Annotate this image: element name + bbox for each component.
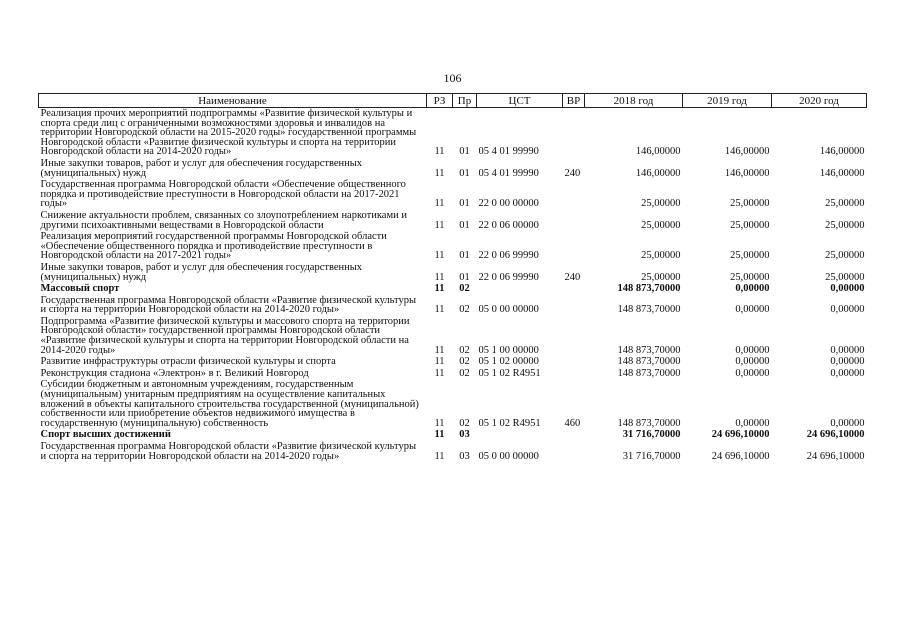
row-2018-amount: 31 716,70000 (622, 429, 681, 441)
row-rz: 11 (434, 250, 445, 262)
table-row (39, 356, 867, 368)
row-vr (563, 429, 585, 441)
row-2020-amount: 0,00000 (830, 417, 865, 429)
row-2019-amount: 25,00000 (730, 271, 770, 283)
row-rz: 11 (434, 417, 445, 429)
row-cst: 05 0 00 00000 (478, 304, 539, 316)
row-vr: 240 (564, 167, 581, 179)
row-2018-amount: 146,00000 (635, 167, 681, 179)
row-pr: 02 (459, 356, 470, 368)
row-pr: 02 (459, 367, 470, 379)
row-cst: 22 0 06 99990 (478, 250, 539, 262)
row-2018-amount: 25,00000 (641, 198, 681, 210)
row-pr: 03 (459, 429, 470, 441)
row-2018-amount: 148 873,70000 (617, 344, 681, 356)
table-row (39, 231, 867, 262)
row-name: Массовый спорт (40, 283, 120, 295)
row-vr: 460 (564, 417, 581, 429)
row-rz: 11 (434, 450, 445, 462)
row-2020-amount: 146,00000 (819, 167, 865, 179)
row-2018-amount: 148 873,70000 (617, 283, 681, 295)
table-row (39, 179, 867, 210)
row-vr (563, 283, 585, 295)
table-row (39, 316, 867, 356)
row-2019-amount: 0,00000 (735, 356, 770, 368)
table-header-row (39, 94, 867, 108)
row-cst: 05 1 02 00000 (478, 356, 539, 368)
row-2019-amount: 0,00000 (735, 417, 770, 429)
row-2018-amount: 148 873,70000 (617, 367, 681, 379)
row-cst: 05 0 00 00000 (478, 450, 539, 462)
header-2019: 2019 год (683, 94, 772, 108)
row-pr: 01 (459, 167, 470, 179)
row-cst: 05 4 01 99990 (478, 167, 539, 179)
row-pr: 02 (459, 304, 470, 316)
row-name: Реконструкция стадиона «Электрон» в г. Великий Новгород (40, 367, 309, 379)
row-2020-amount: 0,00000 (830, 304, 865, 316)
row-2019-amount: 146,00000 (724, 146, 770, 158)
row-vr (563, 179, 585, 210)
row-pr: 01 (459, 198, 470, 210)
row-rz: 11 (434, 344, 445, 356)
row-vr (563, 441, 585, 462)
row-vr (563, 368, 585, 380)
row-rz: 11 (434, 367, 445, 379)
row-cst: 05 4 01 99990 (478, 146, 539, 158)
row-2018-amount: 148 873,70000 (617, 304, 681, 316)
row-2019-amount: 25,00000 (730, 250, 770, 262)
table-row (39, 210, 867, 231)
row-2019-amount: 146,00000 (724, 167, 770, 179)
row-2019-amount: 0,00000 (735, 304, 770, 316)
header-name: Наименование (39, 94, 427, 108)
row-2020-amount: 146,00000 (819, 146, 865, 158)
row-name: Государственная программа Новгородской области «Развитие физической культуры и спорта на территории Новгородской области на 2014-2020 годы» (40, 294, 417, 316)
row-cst: 22 0 00 00000 (478, 198, 539, 210)
row-2020-amount: 24 696,10000 (806, 429, 865, 441)
table-row (39, 262, 867, 283)
header-2018: 2018 год (585, 94, 683, 108)
header-rz: РЗ (427, 94, 453, 108)
table-row (39, 429, 867, 441)
row-vr (563, 231, 585, 262)
row-vr (563, 210, 585, 231)
row-vr (563, 295, 585, 316)
row-2020-amount: 25,00000 (825, 250, 865, 262)
row-2020-amount: 24 696,10000 (806, 450, 865, 462)
table-body (39, 108, 867, 463)
row-name: Субсидии бюджетным и автономным учреждениям, государственным (муниципальным) унитарным предприятиям на осуществление капитальных вложений в объекты капитального строительства государственной (муниципальной) собственности или приобретение объектов недвижимого имущества в государственную (муниципальную) собственность (40, 379, 419, 429)
row-name: Развитие инфраструктуры отрасли физической культуры и спорта (40, 356, 336, 368)
row-2020-amount: 0,00000 (830, 344, 865, 356)
row-2018-amount: 25,00000 (641, 271, 681, 283)
row-rz: 11 (434, 271, 445, 283)
budget-table (38, 93, 867, 462)
row-vr (563, 356, 585, 368)
row-vr: 240 (564, 271, 581, 283)
row-2018-amount: 146,00000 (635, 146, 681, 158)
table-row (39, 379, 867, 429)
row-name: Иные закупки товаров, работ и услуг для обеспечения государственных (муниципальных) нужд (40, 261, 363, 283)
row-2019-amount: 25,00000 (730, 219, 770, 231)
row-2019-amount: 0,00000 (735, 283, 770, 295)
row-name: Снижение актуальности проблем, связанных со злоупотреблением наркотиками и другими психоактивными веществами в Новгородской области (40, 209, 407, 231)
row-rz: 11 (434, 283, 445, 295)
row-rz: 11 (434, 356, 445, 368)
row-pr: 01 (459, 219, 470, 231)
row-vr (563, 316, 585, 356)
row-name: Подпрограмма «Развитие физической культуры и массового спорта на территории Новгородской области» государственной программы Новгородской области «Развитие физической культуры и спорта на территории Новгородской области на 2014-2020 годы» (40, 315, 410, 356)
header-2020: 2020 год (772, 94, 867, 108)
header-pr: Пр (453, 94, 477, 108)
row-2019-amount: 25,00000 (730, 198, 770, 210)
row-2019-amount: 0,00000 (735, 367, 770, 379)
row-rz: 11 (434, 219, 445, 231)
row-pr: 03 (459, 450, 470, 462)
row-2019-amount: 24 696,10000 (711, 429, 770, 441)
row-rz: 11 (434, 146, 445, 158)
row-2018-amount: 31 716,70000 (622, 450, 681, 462)
row-rz: 11 (434, 429, 445, 441)
row-vr (563, 108, 585, 158)
row-pr: 01 (459, 146, 470, 158)
row-name: Реализация мероприятий государственной программы Новгородской области «Обеспечение общественного порядка и противодействие преступности в Новгородской области на 2017-2021 годы» (40, 231, 387, 262)
row-2020-amount: 0,00000 (830, 283, 865, 295)
row-2020-amount: 0,00000 (830, 356, 865, 368)
header-vr: ВР (563, 94, 585, 108)
table-row (39, 108, 867, 158)
row-pr: 01 (459, 271, 470, 283)
row-2018-amount: 25,00000 (641, 219, 681, 231)
table-row (39, 283, 867, 295)
table-row (39, 295, 867, 316)
row-pr: 02 (459, 344, 470, 356)
row-2020-amount: 25,00000 (825, 219, 865, 231)
row-cst: 05 1 00 00000 (478, 344, 539, 356)
row-name: Иные закупки товаров, работ и услуг для обеспечения государственных (муниципальных) нужд (40, 157, 363, 179)
row-2018-amount: 148 873,70000 (617, 417, 681, 429)
table-row (39, 368, 867, 380)
row-name: Государственная программа Новгородской области «Развитие физической культуры и спорта на территории Новгородской области на 2014-2020 годы» (40, 441, 417, 462)
row-cst: 22 0 06 00000 (478, 219, 539, 231)
row-cst: 05 1 02 R4951 (478, 367, 541, 379)
row-pr: 02 (459, 417, 470, 429)
row-rz: 11 (434, 304, 445, 316)
row-name: Реализация прочих мероприятий подпрограммы «Развитие физической культуры и спорта среди лиц с ограниченными возможностями здоровья и инвалидов на территории Новгородской области на 2015-2020 годы» государственной программы Новгородской области «Развитие физической культуры и спорта на территории Новгородской области на 2014-2020 годы» (40, 108, 417, 158)
table-row (39, 158, 867, 179)
row-2020-amount: 25,00000 (825, 198, 865, 210)
row-2020-amount: 0,00000 (830, 367, 865, 379)
row-rz: 11 (434, 198, 445, 210)
row-cst (477, 429, 563, 441)
row-pr: 02 (459, 283, 470, 295)
row-2020-amount: 25,00000 (825, 271, 865, 283)
row-2018-amount: 148 873,70000 (617, 356, 681, 368)
page-number: 106 (443, 71, 462, 85)
row-rz: 11 (434, 167, 445, 179)
row-name: Государственная программа Новгородской области «Обеспечение общественного порядка и противодействие преступности в Новгородской области на 2017-2021 годы» (40, 179, 406, 210)
row-2019-amount: 0,00000 (735, 344, 770, 356)
row-pr: 01 (459, 250, 470, 262)
row-2018-amount: 25,00000 (641, 250, 681, 262)
row-cst: 22 0 06 99990 (478, 271, 539, 283)
row-cst (477, 283, 563, 295)
table-row (39, 441, 867, 462)
header-cst: ЦСТ (477, 94, 563, 108)
row-name: Спорт высших достижений (40, 429, 171, 441)
row-2019-amount: 24 696,10000 (711, 450, 770, 462)
row-cst: 05 1 02 R4951 (478, 417, 541, 429)
